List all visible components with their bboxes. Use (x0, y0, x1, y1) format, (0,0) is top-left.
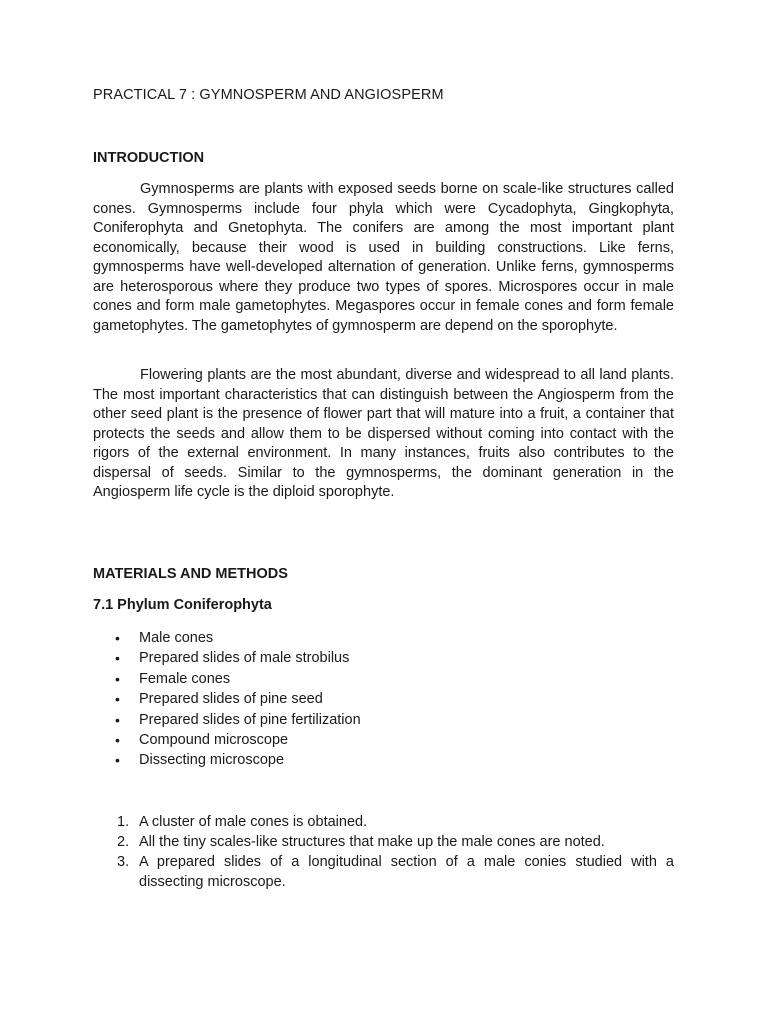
bullet-icon: • (115, 691, 120, 708)
introduction-paragraph-angiosperms: Flowering plants are the most abundant, diverse and widespread to all land plants. The most important characteristics that can distinguish between the Angiosperm from the other seed plant is the presence of flower part that will mature into a fruit, a container that protects the seeds and allow them to be dispersed without coming into contact with the rigors of the external environment. In many instances, fruits also contributes to the dispersal of seeds. Similar to the gymnosperms, the dominant generation in the Angiosperm life cycle is the diploid sporophyte. (93, 367, 674, 500)
list-item (93, 710, 361, 730)
materials-list (93, 628, 361, 771)
list-item (93, 730, 361, 750)
procedure-step (93, 853, 674, 892)
list-item (93, 628, 361, 648)
materials-methods-heading: MATERIALS AND METHODS (93, 566, 288, 582)
introduction-heading: INTRODUCTION (93, 150, 205, 166)
material-item-text: Dissecting microscope (139, 752, 285, 769)
procedure-steps (93, 813, 674, 893)
introduction-paragraph-gymnosperms: Gymnosperms are plants with exposed seeds borne on scale-like structures called cones. Gymnosperms include four phyla which were Cycadophyta, Gingkophyta, Coniferophyta and Gnetophyta. The conifers are among the most important plant economically, because their wood is used in building constructions. Like ferns, gymnosperms have well-developed alternation of generation. Unlike ferns, gymnosperms are heterosporous where they produce two types of spores. Microspores occur in male cones and form male gametophytes. Megaspores occur in female cones and form female gametophytes. The gametophytes of gymnosperm are depend on the sporophyte. (93, 181, 674, 334)
list-item (93, 648, 361, 668)
material-item-text: Prepared slides of pine seed (139, 691, 323, 708)
bullet-icon: • (115, 752, 120, 769)
step-number: 3. (117, 854, 130, 870)
list-item (93, 689, 361, 709)
procedure-step (93, 813, 674, 833)
bullet-icon: • (115, 711, 120, 728)
list-item (93, 669, 361, 689)
step-text: A cluster of male cones is obtained. (139, 814, 368, 830)
bullet-icon: • (115, 670, 120, 687)
step-number: 2. (117, 834, 130, 850)
bullet-icon: • (115, 630, 120, 646)
material-item-text: Compound microscope (139, 731, 289, 748)
bullet-icon: • (115, 731, 120, 748)
material-item-text: Prepared slides of pine fertilization (139, 711, 361, 728)
step-number: 1. (117, 814, 130, 830)
step-text: A prepared slides of a longitudinal section of a male conies studied with a dissecting microscope. (139, 854, 674, 890)
material-item-text: Prepared slides of male strobilus (139, 650, 350, 667)
document-title: PRACTICAL 7 : GYMNOSPERM AND ANGIOSPERM (93, 87, 444, 103)
procedure-step (93, 833, 674, 853)
material-item-text: Female cones (139, 670, 231, 687)
step-text: All the tiny scales-like structures that make up the male cones are noted. (139, 834, 605, 850)
bullet-icon: • (115, 650, 120, 667)
phylum-coniferophyta-subheading: 7.1 Phylum Coniferophyta (93, 597, 272, 613)
material-item-text: Male cones (139, 630, 214, 646)
list-item (93, 750, 361, 770)
